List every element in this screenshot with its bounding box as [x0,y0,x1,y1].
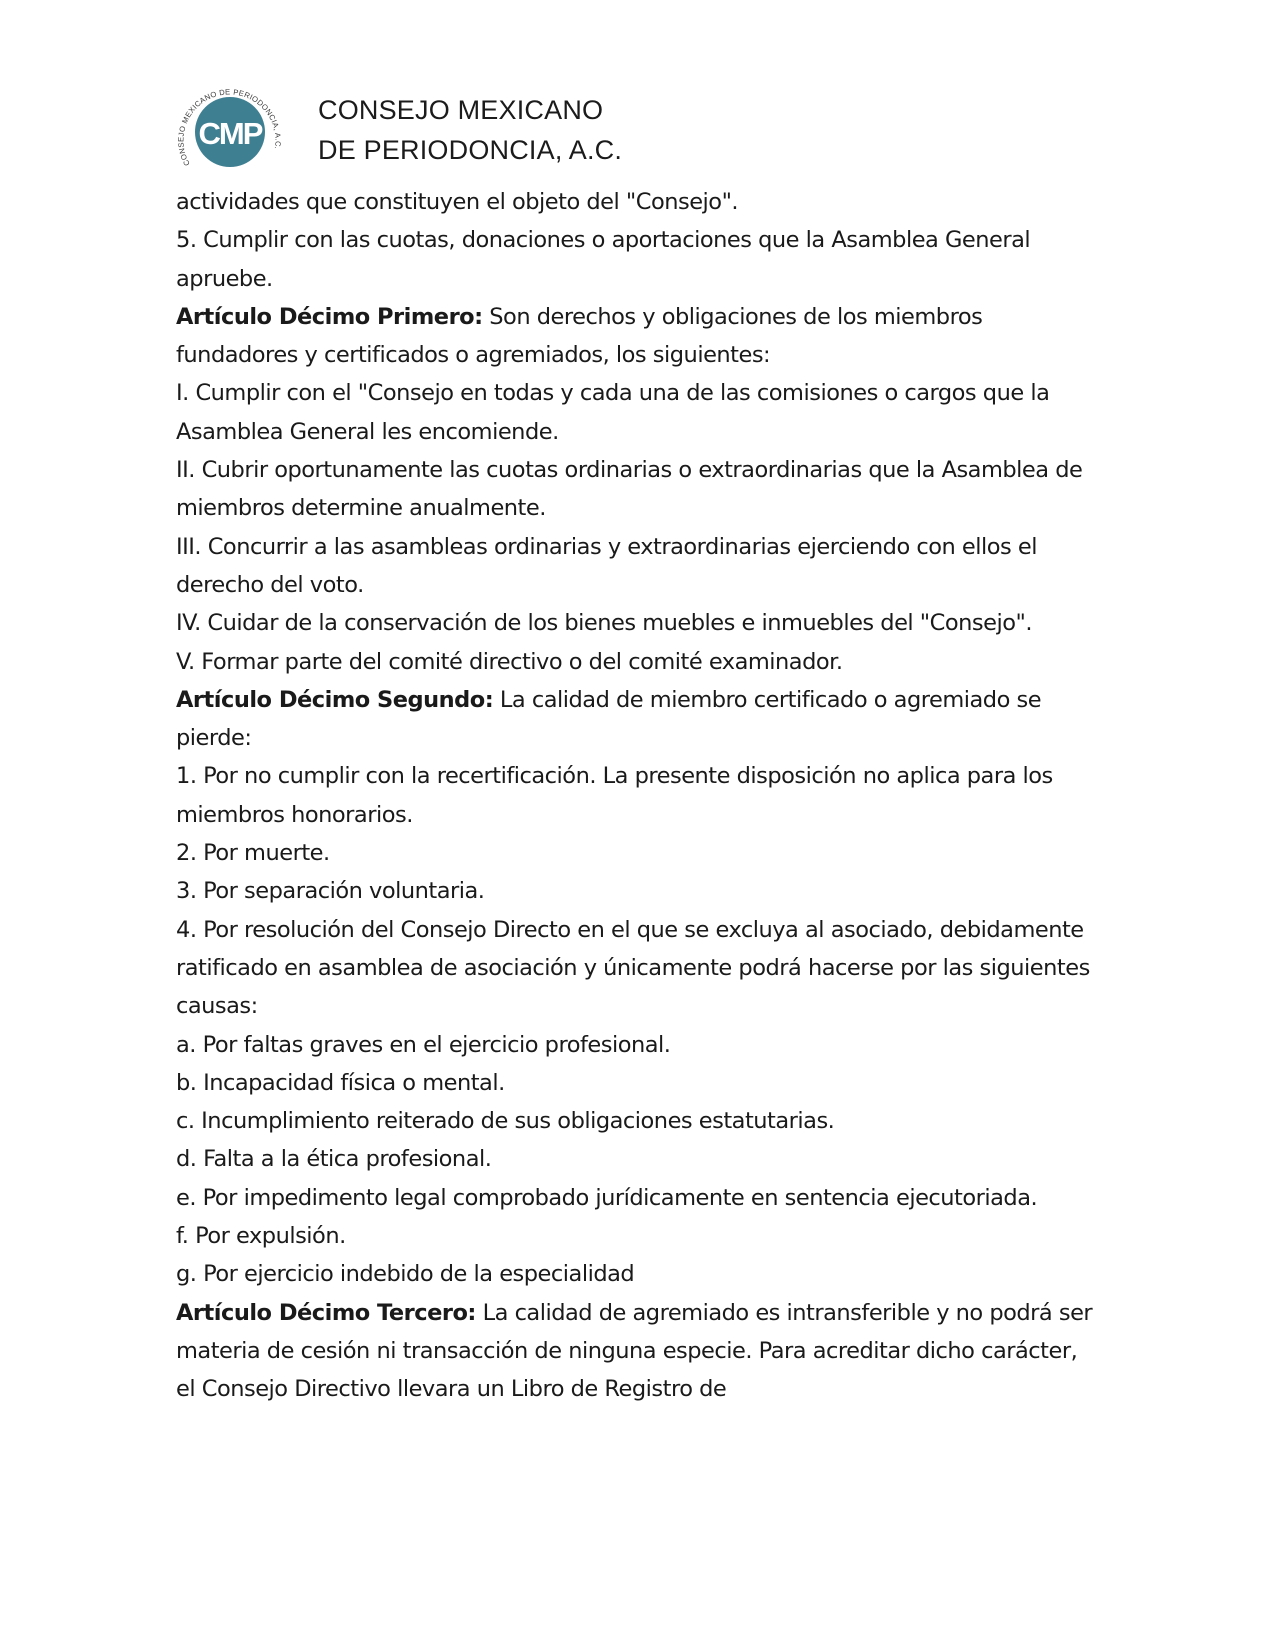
article-paragraph: Artículo Décimo Segundo: La calidad de miembro certificado o agremiado se pierde: [176,686,1042,752]
document-header [170,78,730,178]
paragraph: IV. Cuidar de la conservación de los bienes muebles e inmuebles del "Consejo". [176,610,1032,637]
article-paragraph: Artículo Décimo Tercero: La calidad de agremiado es intransferible y no podrá ser materia de cesión ni transacción de ninguna especie. Para acreditar dicho carácter, el Consejo Directivo llevara un Libro de Registro de [176,1299,1093,1403]
cmp-logo [170,78,288,178]
paragraph: III. Concurrir a las asambleas ordinarias y extraordinarias ejerciendo con ellos el derecho del voto. [176,533,1038,598]
organization-name [318,90,622,170]
article-paragraph: Artículo Décimo Primero: Son derechos y obligaciones de los miembros fundadores y certificados o agremiados, los siguientes: [176,303,983,369]
organization-name-line2: DE PERIODONCIA, A.C. [318,135,623,165]
paragraph: 4. Por resolución del Consejo Directo en el que se excluya al asociado, debidamente ratificado en asamblea de asociación y únicamente podrá hacerse por las siguientes causas: [176,916,1090,1020]
paragraph: a. Por faltas graves en el ejercicio profesional. [176,1031,671,1058]
article-heading: Artículo Décimo Primero: [176,303,483,330]
paragraph: 3. Por separación voluntaria. [176,878,485,905]
organization-name-line1: CONSEJO MEXICANO [318,95,604,125]
paragraph: e. Por impedimento legal comprobado jurídicamente en sentencia ejecutoriada. [176,1184,1038,1211]
paragraph: c. Incumplimiento reiterado de sus obligaciones estatutarias. [176,1108,835,1135]
paragraph: b. Incapacidad física o mental. [176,1069,505,1096]
document-body [176,183,1096,1409]
article-heading: Artículo Décimo Segundo: [176,686,494,713]
paragraph: g. Por ejercicio indebido de la especialidad [176,1261,635,1288]
paragraph: f. Por expulsión. [176,1223,346,1250]
paragraph: 5. Cumplir con las cuotas, donaciones o aportaciones que la Asamblea General apruebe. [176,227,1031,292]
logo-letters: CMP [198,116,262,151]
paragraph: V. Formar parte del comité directivo o del comité examinador. [176,648,843,675]
paragraph: 2. Por muerte. [176,840,330,867]
paragraph: 1. Por no cumplir con la recertificación. La presente disposición no aplica para los miembros honorarios. [176,763,1053,828]
article-heading: Artículo Décimo Tercero: [176,1299,476,1326]
paragraph: II. Cubrir oportunamente las cuotas ordinarias o extraordinarias que la Asamblea de miembros determine anualmente. [176,457,1083,522]
paragraph: d. Falta a la ética profesional. [176,1146,492,1173]
paragraph: actividades que constituyen el objeto del "Consejo". [176,189,739,215]
logo-ring-text: CONSEJO MEXICANO DE PERIODONCIA, A.C. [176,87,283,168]
paragraph: I. Cumplir con el "Consejo en todas y cada una de las comisiones o cargos que la Asamblea General les encomiende. [176,380,1050,445]
